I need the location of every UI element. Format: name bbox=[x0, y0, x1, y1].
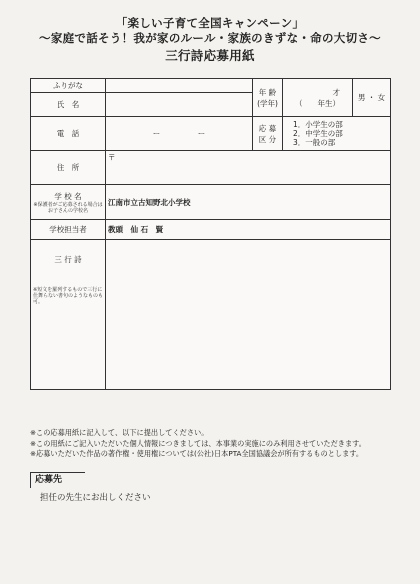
campaign-subtitle: ～家庭で話そう！我が家のルール・家族のきずな・命の大切さ～ bbox=[39, 31, 381, 45]
phone-label: 電 話 bbox=[31, 117, 106, 151]
category-label-cell bbox=[253, 117, 283, 151]
note-2: ※この用紙にご記入いただいた個人情報につきましては、本事業の実施にのみ利用させていただきます。 bbox=[30, 438, 366, 448]
poem-label: 三 行 詩 bbox=[54, 255, 82, 264]
school-value: 江南市立古知野北小学校 bbox=[108, 197, 191, 207]
notes-section bbox=[30, 428, 390, 460]
age-label: 年 齢 bbox=[258, 87, 277, 97]
address-label: 住 所 bbox=[31, 151, 106, 185]
category-option-elementary[interactable]: 1．小学生の部 bbox=[293, 120, 343, 129]
category-option-junior-high[interactable]: 2．中学生の部 bbox=[293, 129, 343, 138]
age-label-cell bbox=[253, 79, 283, 117]
category-label-2: 区 分 bbox=[258, 134, 277, 144]
address-field[interactable] bbox=[106, 151, 391, 185]
furigana-field[interactable] bbox=[106, 79, 253, 93]
gender-field[interactable] bbox=[353, 79, 391, 117]
school-label-cell bbox=[31, 185, 106, 220]
campaign-title: 「楽しい子育て全国キャンペーン」 bbox=[115, 16, 305, 30]
teacher-value: 教頭 仙 石 賢 bbox=[108, 225, 164, 234]
category-options[interactable] bbox=[283, 117, 391, 151]
school-field[interactable] bbox=[106, 185, 391, 220]
school-label: 学 校 名 bbox=[54, 191, 82, 201]
age-field[interactable] bbox=[283, 79, 353, 117]
grade-label: (学年) bbox=[257, 98, 278, 108]
postal-mark: 〒 bbox=[108, 153, 116, 162]
category-label: 応 募 bbox=[258, 123, 277, 133]
age-unit: 才 bbox=[332, 87, 340, 97]
submission-heading: 応募先 bbox=[30, 472, 85, 488]
poem-label-cell bbox=[31, 240, 106, 390]
name-field[interactable] bbox=[106, 93, 253, 117]
phone-dashes: ー ー bbox=[152, 129, 206, 138]
form-title: 三行詩応募用紙 bbox=[165, 48, 255, 63]
note-1: ※この応募用紙に記入して、以下に提出してください。 bbox=[30, 428, 209, 437]
grade-unit: （ 年生） bbox=[295, 98, 340, 108]
poem-note: ※短文を羅列するもので三行に仕舞らない書句のようなものも可。 bbox=[33, 287, 104, 305]
note-3: ※応募いただいた作品の著作権・使用権については(公社)日本PTA全国協議会が所有するものとします。 bbox=[30, 449, 364, 458]
poem-field[interactable] bbox=[106, 240, 391, 390]
teacher-field[interactable] bbox=[106, 220, 391, 240]
gender-options: 男 ・ 女 bbox=[357, 93, 386, 102]
teacher-label: 学校担当者 bbox=[31, 220, 106, 240]
submission-text: 担任の先生にお出しください bbox=[40, 493, 151, 503]
name-label: 氏 名 bbox=[31, 93, 106, 117]
application-table bbox=[30, 78, 391, 390]
furigana-label: ふりがな bbox=[31, 79, 106, 93]
phone-field[interactable] bbox=[106, 117, 253, 151]
category-option-general[interactable]: 3．一般の部 bbox=[293, 138, 336, 147]
form-header bbox=[0, 16, 420, 63]
school-note: ※保護者がご応募される場合は お子さんの学校名 bbox=[33, 201, 103, 214]
